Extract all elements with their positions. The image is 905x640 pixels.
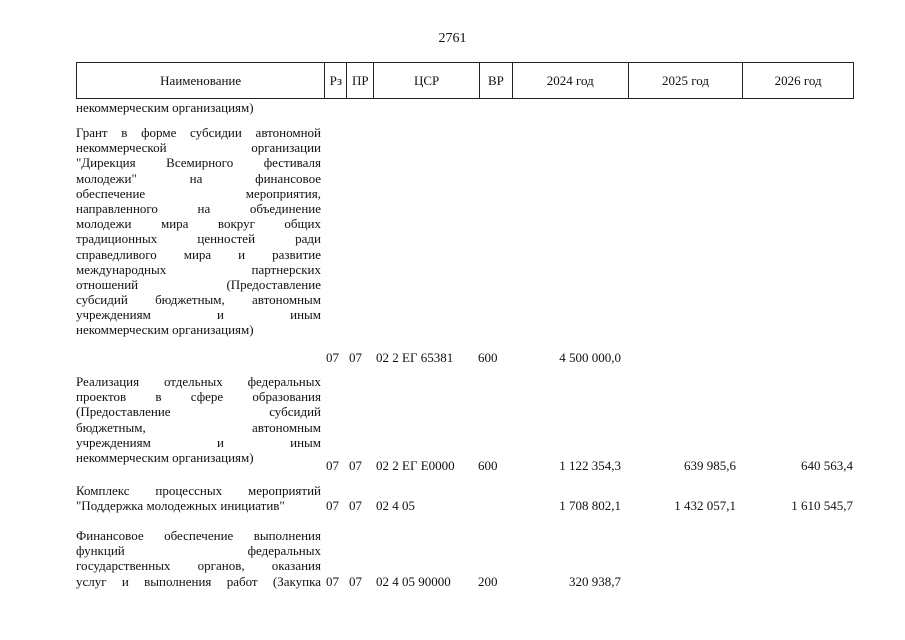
row-2026: 640 563,4: [801, 458, 853, 473]
header-pr: ПР: [347, 63, 374, 98]
row-pr: 07: [349, 350, 362, 365]
row-rz: 07: [326, 458, 339, 473]
row-name-line: "Поддержка молодежных инициатив": [76, 498, 285, 514]
row-name-line: некоммерческим организациям): [76, 449, 254, 465]
row-rz: 07: [326, 574, 339, 589]
row-2024: 4 500 000,0: [559, 350, 621, 365]
row-name-line: международных партнерских: [76, 261, 321, 277]
row-2024: 320 938,7: [569, 574, 621, 589]
table-row: [76, 374, 321, 465]
row-vr: 200: [478, 574, 498, 589]
row-name-line: "Дирекция Всемирного фестиваля: [76, 155, 321, 171]
row-name-line: Реализация отдельных федеральных: [76, 374, 321, 389]
row-csr: 02 2 ЕГ 65381: [376, 350, 454, 365]
row-csr: 02 2 ЕГ Е0000: [376, 458, 455, 473]
row-name-line: проектов в сфере образования: [76, 389, 321, 405]
row-name-line: обеспечение мероприятия,: [76, 185, 321, 201]
row-name-line: субсидий бюджетным, автономным: [76, 292, 321, 308]
row-name-line: Финансовое обеспечение выполнения: [76, 528, 321, 543]
row-csr: 02 4 05: [376, 498, 415, 513]
row-rz: 07: [326, 350, 339, 365]
row-2025: 639 985,6: [684, 458, 736, 473]
row-pr: 07: [349, 574, 362, 589]
row-name-line: некоммерческим организациям): [76, 322, 254, 338]
header-vr: ВР: [480, 63, 513, 98]
row-name-line: справедливого мира и развитие: [76, 246, 321, 262]
row-name-line: молодежи мира вокруг общих: [76, 216, 321, 232]
table-row: [76, 125, 321, 338]
row-2026: 1 610 545,7: [791, 498, 853, 513]
row-2025: 1 432 057,1: [674, 498, 736, 513]
header-csr: ЦСР: [374, 63, 480, 98]
row-name-line: Грант в форме субсидии автономной: [76, 125, 321, 140]
table-row: [76, 100, 321, 115]
row-name-line: Комплекс процессных мероприятий: [76, 483, 321, 498]
header-2026: 2026 год: [774, 72, 822, 88]
row-name-line: функций федеральных: [76, 543, 321, 559]
row-name-line: молодежи" на финансовое: [76, 170, 321, 186]
header-2024: 2024 год: [513, 63, 629, 98]
row-name-line: бюджетным, автономным: [76, 419, 321, 435]
row-vr: 600: [478, 350, 498, 365]
row-rz: 07: [326, 498, 339, 513]
row-2024: 1 708 802,1: [559, 498, 621, 513]
row-name-line: традиционных ценностей ради: [76, 231, 321, 247]
row-2024: 1 122 354,3: [559, 458, 621, 473]
header-2025: 2025 год: [629, 63, 744, 98]
table-row: [76, 483, 321, 513]
row-csr: 02 4 05 90000: [376, 574, 451, 589]
row-name-line: учреждениям и иным: [76, 307, 321, 323]
row-vr: 600: [478, 458, 498, 473]
row-name-line: отношений (Предоставление: [76, 276, 321, 292]
table-row: [76, 528, 321, 589]
row-pr: 07: [349, 458, 362, 473]
row-name-line: некоммерческой организации: [76, 140, 321, 156]
row-name-line: направленного на объединение: [76, 200, 321, 216]
header-rz: Рз: [325, 63, 347, 98]
row-name-line: (Предоставление субсидий: [76, 404, 321, 420]
page-number: 2761: [438, 31, 467, 46]
row-name-line: государственных органов, оказания: [76, 558, 321, 574]
header-name: Наименование: [77, 63, 325, 98]
row-pr: 07: [349, 498, 362, 513]
row-name-line: некоммерческим организациям): [76, 100, 254, 115]
row-name-line: услуг и выполнения работ (Закупка: [76, 573, 321, 589]
row-name-line: учреждениям и иным: [76, 434, 321, 450]
